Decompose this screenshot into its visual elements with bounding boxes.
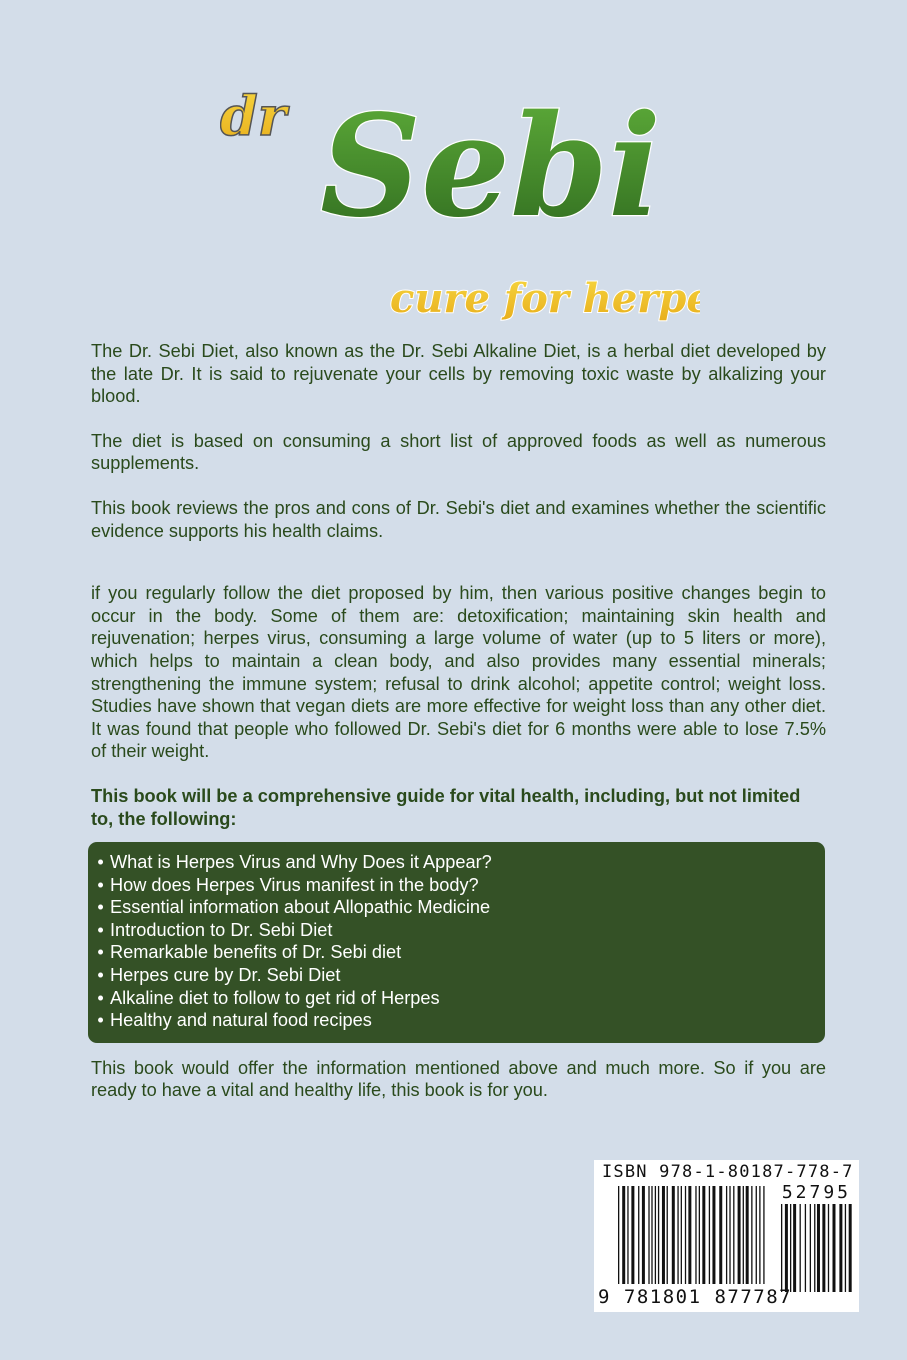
logo-name: Sebi (320, 85, 662, 249)
barcode-bar (793, 1204, 796, 1292)
description-column (91, 340, 826, 1102)
barcode-bar (756, 1186, 757, 1284)
guide-heading: This book will be a comprehensive guide for vital health, including, but not limited to, the following: (91, 785, 801, 829)
barcode-bar (849, 1204, 852, 1292)
topic-item (91, 874, 825, 897)
barcode-bar (662, 1186, 665, 1284)
barcode-bar (699, 1186, 700, 1284)
topic-item (91, 941, 825, 964)
topic-label: Introduction to Dr. Sebi Diet (110, 919, 333, 940)
barcode-bar (845, 1204, 846, 1292)
bullet-icon: • (97, 919, 104, 940)
barcode-bar (702, 1186, 705, 1284)
barcode-bar (729, 1186, 730, 1284)
bullet-icon: • (97, 1010, 104, 1031)
barcode-bar (759, 1186, 760, 1284)
isbn-text: ISBN 978-1-80187-778-7 (602, 1162, 854, 1182)
barcode-bar (781, 1204, 782, 1292)
barcode-bar (658, 1186, 659, 1284)
barcode-bar (709, 1186, 710, 1284)
barcode-bar (677, 1186, 678, 1284)
logo-prefix: dr (220, 84, 287, 148)
barcode-bar (814, 1204, 815, 1292)
topic-item (91, 964, 825, 987)
barcode-digits: 9 781801 877787 (598, 1286, 793, 1308)
title-logo (220, 30, 700, 330)
topic-item (91, 987, 825, 1010)
topic-item (91, 919, 825, 942)
topic-item (91, 896, 825, 919)
barcode-bar (719, 1186, 722, 1284)
topic-label: Essential information about Allopathic Medicine (110, 897, 491, 918)
barcode-bar (651, 1186, 652, 1284)
barcode-bar (817, 1204, 820, 1292)
topics-list (91, 851, 825, 1032)
barcode-bar (642, 1186, 645, 1284)
topic-label: Alkaline diet to follow to get rid of Herpes (110, 987, 440, 1008)
barcode-bar (810, 1204, 811, 1292)
topic-label: Herpes cure by Dr. Sebi Diet (110, 965, 341, 986)
topic-label: What is Herpes Virus and Why Does it Appear? (110, 852, 492, 873)
barcode-bar (685, 1186, 686, 1284)
barcode-bar (746, 1186, 749, 1284)
closing-paragraph: This book would offer the information mentioned above and much more. So if you are ready to have a vital and healthy life, this book is for you. (91, 1057, 826, 1101)
barcode-addon-digits: 52795 (781, 1182, 851, 1203)
barcode-bar (695, 1186, 696, 1284)
topic-label: Healthy and natural food recipes (110, 1010, 372, 1031)
description-paragraph: The Dr. Sebi Diet, also known as the Dr. Sebi Alkaline Diet, is a herbal diet developed by the late Dr. It is said to rejuvenate your cells by removing toxic waste by alkalizing your blood. (91, 341, 826, 407)
barcode-bar (618, 1186, 619, 1284)
topic-label: How does Herpes Virus manifest in the body? (110, 874, 479, 895)
barcode-bar (839, 1204, 842, 1292)
barcode-bar (743, 1186, 744, 1284)
topic-item (91, 851, 825, 874)
isbn-barcode (594, 1160, 859, 1312)
bullet-icon: • (97, 897, 104, 918)
barcode-bar (790, 1204, 791, 1292)
barcode-bar (638, 1186, 639, 1284)
barcode-bar (751, 1186, 752, 1284)
bullet-icon: • (97, 965, 104, 986)
barcode-bar (785, 1204, 788, 1292)
description-paragraph: The diet is based on consuming a short list of approved foods as well as numerous supplements. (91, 430, 826, 474)
barcode-bar (800, 1204, 801, 1292)
barcode-bar (688, 1186, 691, 1284)
barcode-bar (733, 1186, 734, 1284)
barcode-bar (738, 1186, 741, 1284)
bullet-icon: • (97, 874, 104, 895)
topic-item (91, 1009, 825, 1032)
bullet-icon: • (97, 987, 104, 1008)
barcode-bar (631, 1186, 634, 1284)
bullet-icon: • (97, 852, 104, 873)
barcode-bar (627, 1186, 628, 1284)
barcode-bar (648, 1186, 649, 1284)
barcode-bar (672, 1186, 675, 1284)
description-paragraph: if you regularly follow the diet proposed by him, then various positive changes begin to occur in the body. Some of them are: detoxification; maintaining skin health and rejuvenation; herpes virus, consuming a large volume of water (up to 5 liters or more), which helps to maintain a clean body, and also provides many essential minerals; strengthening the immune system; refusal to drink alcohol; appetite control; weight loss. Studies have shown that vegan diets are more effective for weight loss than any other diet. It was found that people who followed Dr. Sebi's diet for 6 months were able to lose 7.5% of their weight. (91, 583, 826, 762)
barcode-bar (763, 1186, 764, 1284)
barcode-bar (655, 1186, 656, 1284)
bullet-icon: • (97, 942, 104, 963)
barcode-bar (805, 1204, 806, 1292)
barcode-bar (726, 1186, 727, 1284)
barcode-bar (832, 1204, 835, 1292)
barcode-bar (622, 1186, 625, 1284)
barcode-bar (828, 1204, 829, 1292)
logo-subtitle: cure for herpes (390, 275, 700, 322)
topics-box (88, 842, 825, 1043)
barcode-bar (712, 1186, 715, 1284)
barcode-bar (667, 1186, 668, 1284)
barcode-bar (681, 1186, 682, 1284)
description-paragraph: This book reviews the pros and cons of Dr. Sebi's diet and examines whether the scientific evidence supports his health claims. (91, 497, 826, 541)
topic-label: Remarkable benefits of Dr. Sebi diet (110, 942, 402, 963)
barcode-bar (822, 1204, 825, 1292)
